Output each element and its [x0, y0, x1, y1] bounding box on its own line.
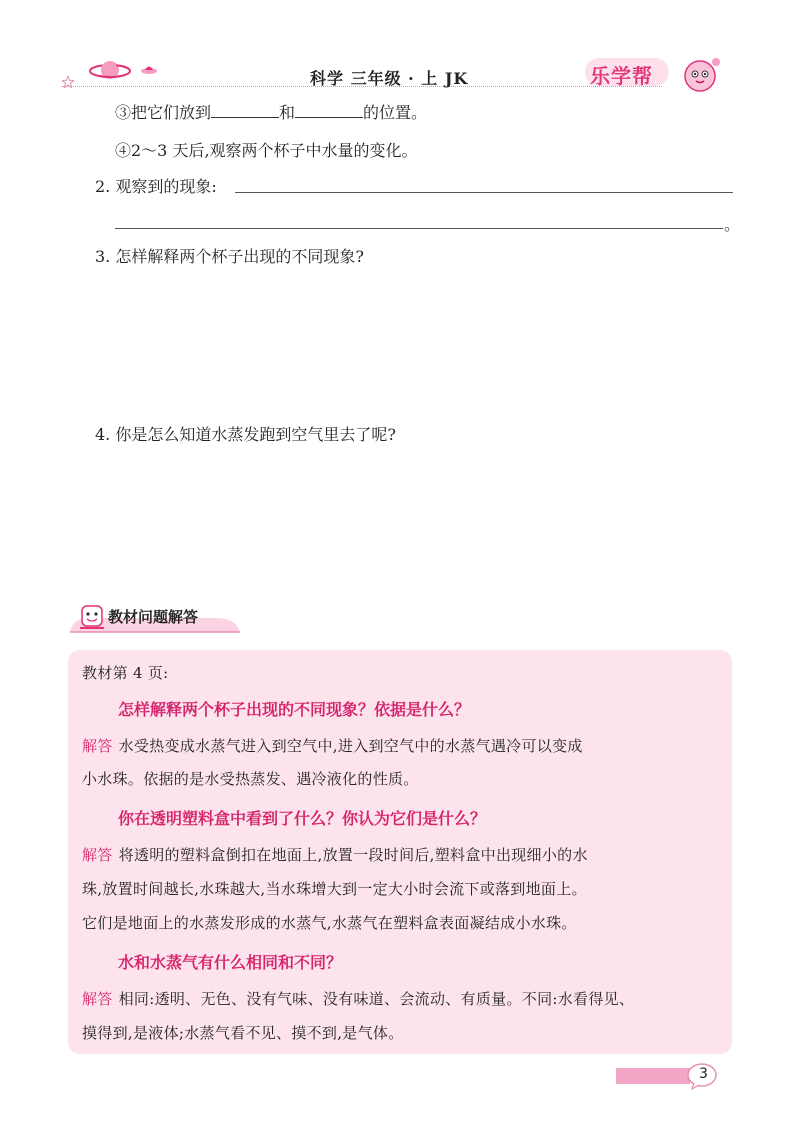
textbook-question-3: 水和水蒸气有什么相同和不同？: [118, 953, 343, 972]
star-icon: [62, 76, 74, 88]
answer-line-q2-1[interactable]: [235, 192, 733, 193]
answer-1-line-1: 解答 水受热变成水蒸气进入到空气中,进入到空气中的水蒸气遇冷可以变成: [82, 737, 583, 755]
page-number-bar: [616, 1068, 690, 1084]
answer-2-line-1: 解答 将透明的塑料盒倒扣在地面上,放置一段时间后,塑料盒中出现细小的水: [82, 846, 588, 864]
answer-line-q2-2[interactable]: [115, 228, 723, 229]
section-title: 教材问题解答: [108, 608, 199, 626]
answer-2-line-3: 它们是地面上的水蒸发形成的水蒸气,水蒸气在塑料盒表面凝结成小水珠。: [82, 914, 577, 932]
ufo-icon: [140, 62, 158, 76]
page-title: 科学 三年级 · 上 JK: [310, 69, 469, 88]
textbook-page-ref: 教材第 4 页:: [82, 664, 169, 682]
textbook-question-1: 怎样解释两个杯子出现的不同现象？依据是什么？: [118, 700, 471, 719]
page-number: 3: [699, 1066, 708, 1082]
blank-location-1[interactable]: [211, 103, 279, 118]
brand-logo: 乐学帮: [590, 64, 653, 88]
answer-3-line-1: 解答 相同:透明、无色、没有气味、没有味道、会流动、有质量。不同:水看得见、: [82, 990, 635, 1008]
question-4: 4. 你是怎么知道水蒸发跑到空气里去了呢?: [95, 425, 396, 444]
question-2-label: 2. 观察到的现象:: [95, 177, 217, 196]
answer-2-line-2: 珠,放置时间越长,水珠越大,当水珠增大到一定大小时会流下或落到地面上。: [82, 880, 587, 898]
planet-icon: [88, 56, 132, 86]
q2-period: 。: [724, 215, 741, 234]
step-3: ③把它们放到 和 的位置。: [115, 103, 428, 122]
answer-1-line-2: 小水珠。依据的是水受热蒸发、遇冷液化的性质。: [82, 770, 419, 788]
mascot-icon: [676, 54, 724, 94]
question-3: 3. 怎样解释两个杯子出现的不同现象?: [95, 247, 364, 266]
answer-3-line-2: 摸得到,是液体;水蒸气看不见、摸不到,是气体。: [82, 1024, 404, 1042]
step-4: ④2～3 天后,观察两个杯子中水量的变化。: [115, 141, 418, 160]
blank-location-2[interactable]: [295, 103, 363, 118]
textbook-question-2: 你在透明塑料盒中看到了什么？你认为它们是什么？: [118, 809, 487, 828]
